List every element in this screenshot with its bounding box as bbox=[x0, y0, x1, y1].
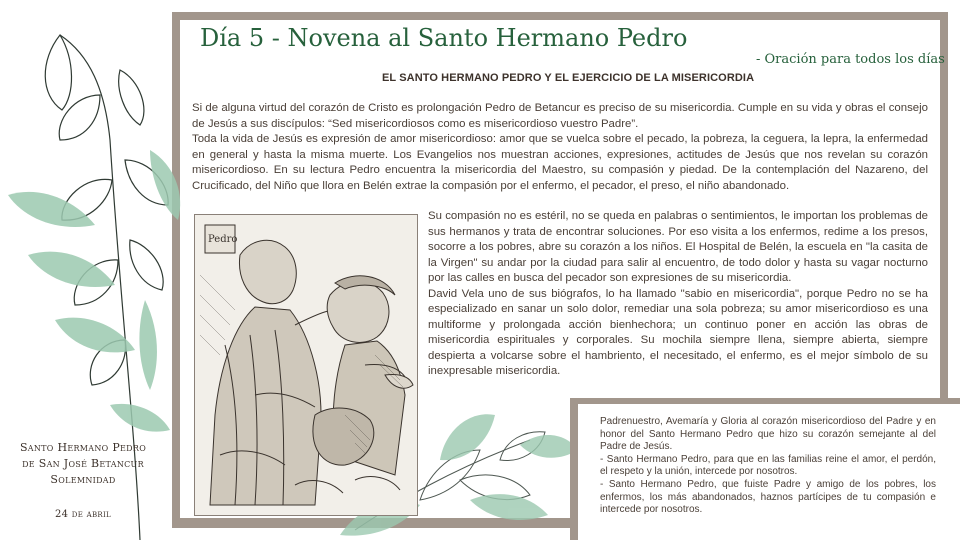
caption-line: Santo Hermano Pedro bbox=[19, 441, 147, 454]
illustration-engraving bbox=[194, 214, 418, 516]
engraving-drawing bbox=[195, 215, 417, 515]
intro-text bbox=[192, 101, 928, 194]
prayer-line: - Santo Hermano Pedro, para que en las familias reine el amor, el perdón, el respeto y la unión, intercede por nosotros. bbox=[600, 453, 936, 478]
section-subtitle: EL SANTO HERMANO PEDRO Y EL EJERCICIO DE LA MISERICORDIA bbox=[382, 72, 755, 84]
saint-caption bbox=[18, 440, 148, 488]
prayer-text bbox=[600, 416, 936, 517]
prayer-line: Padrenuestro, Avemaría y Gloria al corazón misericordioso del Padre y en honor del Santo Hermano Pedro que hizo su corazón semejante al del Padre de Jesús. bbox=[600, 416, 936, 453]
prayer-line: - Santo Hermano Pedro, que fuiste Padre y amigo de los pobres, los enfermos, los más abandonados, haznos partícipes de tu compasión e intercede por nosotros. bbox=[600, 478, 936, 516]
side-text bbox=[428, 209, 928, 380]
page-title: Día 5 - Novena al Santo Hermano Pedro bbox=[200, 24, 688, 52]
paragraph: David Vela uno de sus biógrafos, lo ha llamado "sabio en misericordia", porque Pedro no se ha especializado en sanar un solo dolor, remediar una sola pobreza; su amor misericordioso es una multiforme y prolongada acción bienhechora; un continuo poner en acción las obras de misericordia espirituales y corporales. Su mochila siempre llena, siempre abierta, siempre despierta a volcarse sobre el hambriento, el necesitado, el enfermo, es el mejor símbolo de su inexpresable misericordia. bbox=[428, 287, 928, 377]
caption-line: de San José Betancur bbox=[22, 457, 144, 470]
illustration-label: Pedro bbox=[208, 234, 238, 245]
page-tagline: - Oración para todos los días bbox=[756, 52, 945, 67]
paragraph: Toda la vida de Jesús es expresión de amor misericordioso: amor que se vuelca sobre el pecado, la pobreza, la ceguera, la lepra, la enfermedad en general y hasta la misma muerte. Los Evangelios nos muestran acciones, expresiones, actitudes de Jesús que nos revelan su corazón misericordioso. En su lectura Pedro encuentra la misericordia del Maestro, su compasión y piedad. De la contemplación del Nazareno, del Crucificado, del Niño que llora en Belén extrae la compasión por el enfermo, el pecador, el preso, el niño abandonado. bbox=[192, 133, 928, 192]
caption-line: Solemnidad bbox=[50, 473, 116, 486]
paragraph: Su compasión no es estéril, no se queda en palabras o sentimientos, le importan los problemas de sus hermanos y trata de encontrar soluciones. Por eso visita a los enfermos, redime a los presos, socorre a los pobres, abre su corazón a los niños. El Hospital de Belén, la escuela en "la casita de la Virgen" su andar por la ciudad para salir al encuentro, de todo dolor y hasta su vagar nocturno por las calles en busca del pecador son expresiones de su misericordia. bbox=[428, 210, 928, 284]
feast-date: 24 de abril bbox=[55, 509, 111, 520]
paragraph: Si de alguna virtud del corazón de Cristo es prolongación Pedro de Betancur es preciso de su misericordia. Cumple en su vida y obras el consejo de Jesús a sus discípulos: “Sed misericordiosos como es misericordioso vuestro Padre”. bbox=[192, 102, 928, 130]
